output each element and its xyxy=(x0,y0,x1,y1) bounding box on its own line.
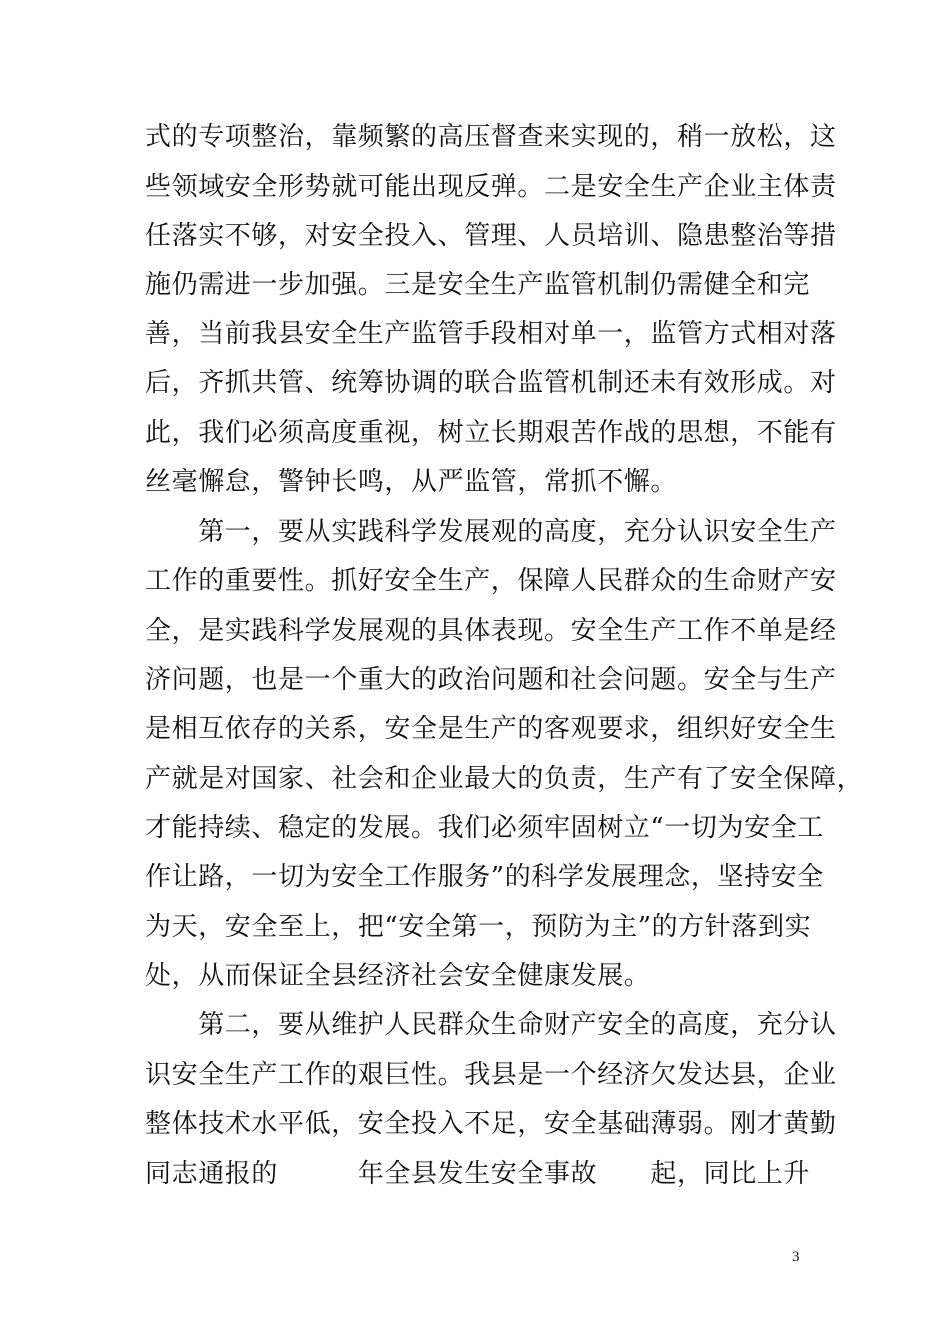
text-line: 作让路，一切为安全工作服务”的科学发展理念，坚持安全 xyxy=(145,862,824,892)
text-line: 善，当前我县安全生产监管手段相对单一，监管方式相对落 xyxy=(145,319,837,349)
text-line: 全，是实践科学发展观的具体表现。安全生产工作不单是经 xyxy=(145,616,837,646)
text-line: 产就是对国家、社会和企业最大的负责，生产有了安全保障， xyxy=(145,764,864,794)
text-line: 丝毫懈怠，警钟长鸣，从严监管，常抓不懈。 xyxy=(145,467,678,497)
text-line: 是相互依存的关系，安全是生产的客观要求，组织好安全生 xyxy=(145,714,837,744)
text-line: 施仍需进一步加强。三是安全生产监管机制仍需健全和完 xyxy=(145,270,811,300)
page-number: 3 xyxy=(792,1249,800,1265)
text-line: 任落实不够，对安全投入、管理、人员培训、隐患整治等措 xyxy=(145,221,837,251)
text-line: 式的专项整治，靠频繁的高压督查来实现的，稍一放松，这 xyxy=(145,122,837,152)
text-line: 后，齐抓共管、统筹协调的联合监管机制还未有效形成。对 xyxy=(145,368,837,398)
paragraph-first-line: 第二，要从维护人民群众生命财产安全的高度，充分认 xyxy=(145,1010,837,1040)
text-line: 此，我们必须高度重视，树立长期艰苦作战的思想，不能有 xyxy=(145,418,837,448)
text-line: 同志通报的 年全县发生安全事故 起，同比上升 xyxy=(145,1159,811,1189)
text-line: 些领域安全形势就可能出现反弹。二是安全生产企业主体责 xyxy=(145,172,837,202)
text-line: 识安全生产工作的艰巨性。我县是一个经济欠发达县，企业 xyxy=(145,1060,837,1090)
text-line: 才能持续、稳定的发展。我们必须牢固树立“一切为安全工 xyxy=(145,813,824,843)
text-line: 济问题，也是一个重大的政治问题和社会问题。安全与生产 xyxy=(145,665,837,695)
text-line: 整体技术水平低，安全投入不足，安全基础薄弱。刚才黄勤 xyxy=(145,1109,837,1139)
text-line: 处，从而保证全县经济社会安全健康发展。 xyxy=(145,961,651,991)
text-line: 工作的重要性。抓好安全生产，保障人民群众的生命财产安 xyxy=(145,566,837,596)
paragraph-first-line: 第一，要从实践科学发展观的高度，充分认识安全生产 xyxy=(145,517,837,547)
text-line: 为天，安全至上，把“安全第一，预防为主”的方针落到实 xyxy=(145,912,812,942)
